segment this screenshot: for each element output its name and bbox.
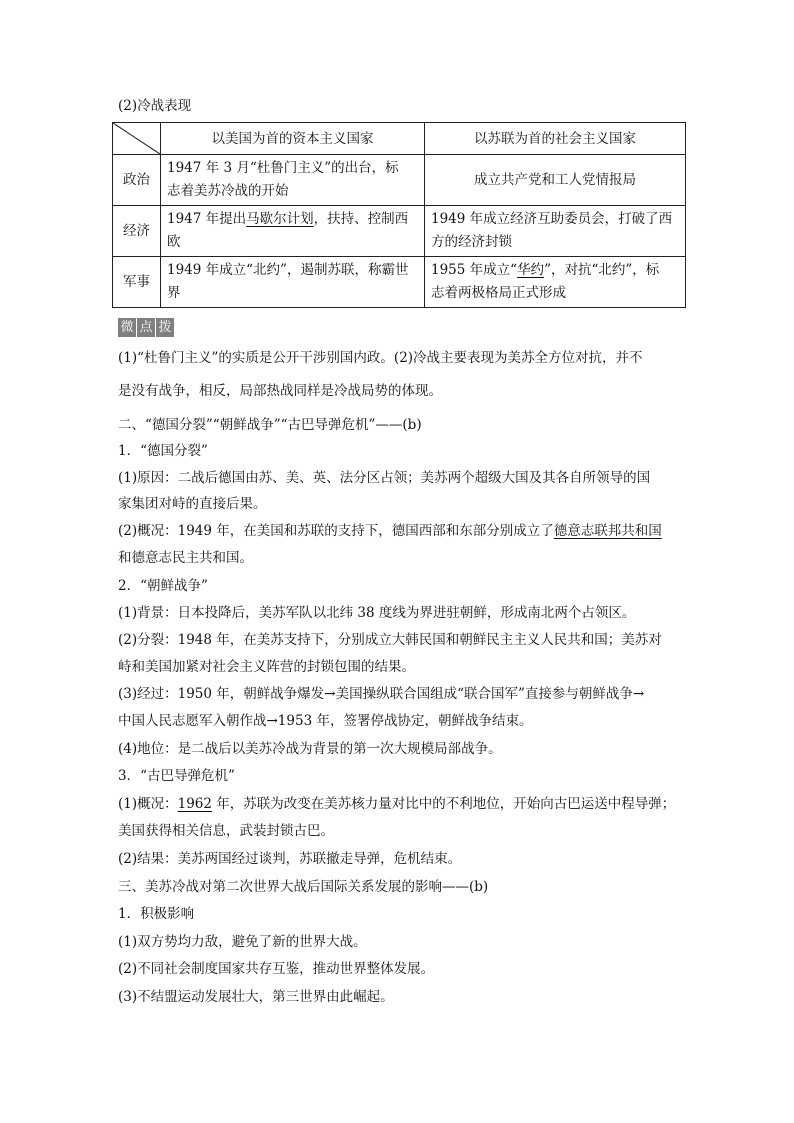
row-label-economy: 经济: [113, 206, 161, 257]
tip-badge-char-3: 拨: [156, 318, 174, 337]
korea-title: 2．“朝鲜战争”: [118, 578, 208, 594]
korea-split-line-1: (2)分裂：1948 年，在美苏支持下，分别成立大韩民国和朝鲜民主主义人民共和国；美苏对: [118, 632, 662, 648]
diagonal-line: [113, 123, 160, 154]
warsaw-pact-term: 华约: [517, 262, 545, 278]
economy-ussr-line-1: 1949 年成立经济互助委员会，打破了西: [431, 211, 673, 227]
row-label-politics: 政治: [113, 155, 161, 206]
economy-us-cell: [161, 206, 425, 257]
economy-us-line-2: 欧: [167, 234, 181, 250]
tip-badge: [118, 318, 175, 337]
germany-overview-line-2: 和德意志民主共和国。: [118, 550, 253, 566]
military-us-line-2: 界: [167, 285, 181, 301]
korea-course-line-2: 中国人民志愿军入朝作战→1953 年，签署停战协定，朝鲜战争结束。: [118, 713, 533, 729]
cuba-title: 3．“古巴导弹危机”: [118, 768, 235, 784]
table-row-economy: [113, 206, 686, 257]
economy-us-text: 1947 年提出: [167, 211, 247, 227]
military-ussr-text-2: ”，对抗“北约”，标: [544, 262, 660, 278]
marshall-plan-term: 马歇尔计划: [246, 211, 314, 227]
military-ussr-line-2: 志着两极格局正式形成: [431, 285, 566, 301]
section-2-title: 二、“德国分裂”“朝鲜战争”“古巴导弹危机”——(b): [118, 417, 422, 433]
military-ussr-cell: [425, 257, 686, 308]
politics-us-line-2: 志着美苏冷战的开始: [167, 183, 289, 199]
cuba-overview-text-2: 年，苏联为改变在美苏核力量对比中的不利地位，开始向古巴运送中程导弹；: [211, 796, 676, 812]
table-header-row: [113, 123, 686, 155]
economy-ussr-cell: [425, 206, 686, 257]
germany-overview-text: (2)概况：1949 年，在美国和苏联的支持下，德国西部和东部分别成立了: [118, 523, 554, 539]
cuba-overview-text: (1)概况：: [118, 796, 178, 812]
economy-us-line-1: [167, 208, 418, 231]
tip-badge-char-2: 点: [137, 318, 155, 337]
germany-cause-line-2: 家集团对峙的直接后果。: [118, 496, 267, 512]
positive-impact-title: 1．积极影响: [118, 906, 195, 922]
cuba-year-term: 1962: [177, 796, 212, 812]
cuba-overview-line-2: 美国获得相关信息，武装封锁古巴。: [118, 823, 334, 839]
diagonal-header-cell: [113, 123, 161, 155]
header-socialist: 以苏联为首的社会主义国家: [425, 123, 686, 155]
korea-background: (1)背景：日本投降后，美苏军队以北纬 38 度线为界进驻朝鲜，形成南北两个占领区。: [118, 605, 636, 621]
military-ussr-line-1: [431, 259, 679, 282]
tip-line-2: 是没有战争，相反，局部热战同样是冷战局势的体现。: [118, 383, 442, 399]
header-capitalist: 以美国为首的资本主义国家: [161, 123, 425, 155]
military-ussr-text: 1955 年成立“: [431, 262, 518, 278]
section-cold-war-title: (2)冷战表现: [118, 98, 192, 114]
politics-us-line-1: 1947 年 3 月“杜鲁门主义”的出台，标: [167, 160, 399, 176]
table-row-military: [113, 257, 686, 308]
germany-overview-line-1: [118, 521, 662, 541]
row-label-military: 军事: [113, 257, 161, 308]
korea-split-line-2: 峙和美国加紧对社会主义阵营的封锁包围的结果。: [118, 659, 415, 675]
tip-badge-char-1: 微: [118, 318, 136, 337]
korea-status: (4)地位：是二战后以美苏冷战为背景的第一次大规模局部战争。: [118, 741, 502, 757]
military-us-cell: [161, 257, 425, 308]
germany-cause-line-1: (1)原因：二战后德国由苏、美、英、法分区占领；美苏两个超级大国及其各自所领导的国: [118, 470, 651, 486]
politics-us-cell: [161, 155, 425, 206]
table-row-politics: [113, 155, 686, 206]
korea-course-line-1: (3)经过：1950 年，朝鲜战争爆发→美国操纵联合国组成“联合国军”直接参与朝鲜战争→: [118, 686, 645, 702]
tip-line-1: (1)“杜鲁门主义”的实质是公开干涉别国内政。(2)冷战主要表现为美苏全方位对抗，并不: [118, 350, 643, 366]
positive-impact-2: (2)不同社会制度国家共存互鉴，推动世界整体发展。: [118, 961, 435, 977]
section-3-title: 三、美苏冷战对第二次世界大战后国际关系发展的影响——(b): [118, 879, 489, 895]
cold-war-table: [112, 122, 686, 308]
germany-title: 1．“德国分裂”: [118, 443, 208, 459]
cuba-overview-line-1: [118, 794, 675, 814]
military-us-line-1: 1949 年成立“北约”，遏制苏联，称霸世: [167, 262, 409, 278]
positive-impact-3: (3)不结盟运动发展壮大，第三世界由此崛起。: [118, 989, 394, 1005]
cuba-result: (2)结果：美苏两国经过谈判，苏联撤走导弹，危机结束。: [118, 851, 462, 867]
economy-ussr-line-2: 方的经济封锁: [431, 234, 512, 250]
economy-us-text-2: ，扶持、控制西: [313, 211, 409, 227]
positive-impact-1: (1)双方势均力敌，避免了新的世界大战。: [118, 934, 367, 950]
frg-term: 德意志联邦共和国: [553, 523, 662, 539]
politics-ussr-cell: 成立共产党和工人党情报局: [425, 155, 686, 206]
